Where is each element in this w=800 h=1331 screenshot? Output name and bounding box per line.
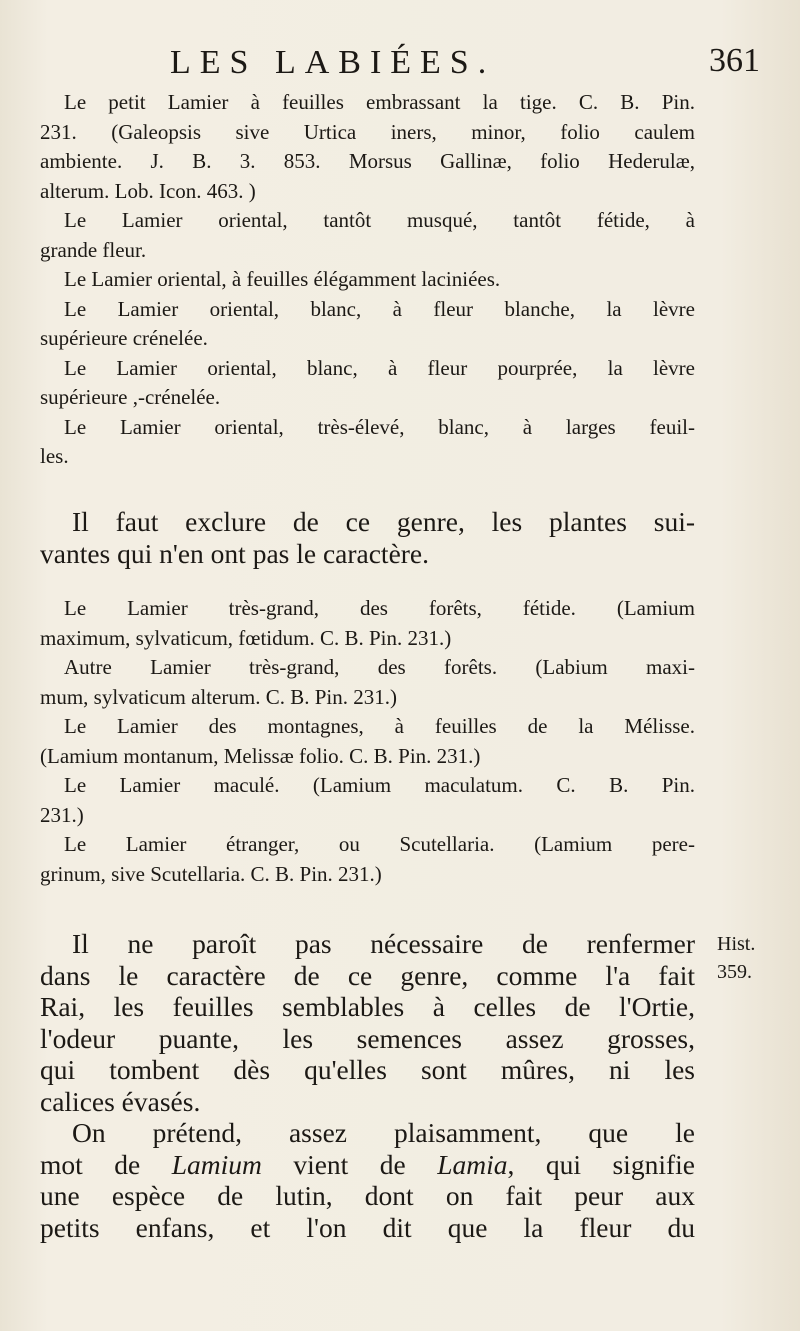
- text-line: mum, sylvaticum alterum. C. B. Pin. 231.): [40, 684, 397, 709]
- body-text: [40, 928, 695, 1243]
- text-line: Rai, les feuilles semblables à celles de l'Ortie,: [40, 991, 695, 1022]
- entry-petit-lamier: [40, 88, 695, 206]
- text-line: une espèce de lutin, dont on fait peur aux: [40, 1180, 695, 1211]
- text-line: grande fleur.: [40, 237, 147, 262]
- text-line: 231.): [40, 802, 84, 827]
- text-line: ambiente. J. B. 3. 853. Morsus Gallinæ, folio Hederulæ,: [40, 149, 695, 173]
- margin-note-line: 359.: [717, 961, 752, 983]
- entry-lamier-oriental-blanc: [40, 295, 695, 354]
- entry-lamier-oriental-lacinie: [40, 265, 695, 295]
- text-line: Le Lamier très-grand, des forêts, fétide. (Lamium: [64, 596, 695, 620]
- text-line: Le Lamier oriental, tantôt musqué, tantôt fétide, à: [64, 208, 695, 232]
- text-line: Il ne paroît pas nécessaire de renfermer: [72, 928, 695, 959]
- text-line: Autre Lamier très-grand, des forêts. (Labium maxi-: [64, 655, 695, 679]
- species-list-included: [40, 88, 695, 472]
- text-line: grinum, sive Scutellaria. C. B. Pin. 231.): [40, 861, 382, 886]
- margin-reference: [717, 930, 787, 986]
- text-line: 231. (Galeopsis sive Urtica iners, minor, folio caulem: [40, 119, 695, 144]
- text-line: Il faut exclure de ce genre, les plantes sui-: [72, 506, 695, 537]
- page-number: 361: [709, 42, 760, 79]
- text-line: l'odeur puante, les semences assez grosses,: [40, 1022, 695, 1054]
- text-line: calices évasés.: [40, 1085, 201, 1117]
- text-line: Le Lamier des montagnes, à feuilles de la Mélisse.: [64, 714, 695, 738]
- page-header: [0, 44, 800, 84]
- entry-autre-lamier: [40, 653, 695, 712]
- text-line: Le Lamier maculé. (Lamium maculatum. C. B. Pin.: [64, 773, 695, 797]
- text-line: Le Lamier oriental, à feuilles élégamment laciniées.: [64, 267, 501, 291]
- entry-lamier-oriental-pourpre: [40, 354, 695, 413]
- text-line: qui tombent dès qu'elles sont mûres, ni les: [40, 1054, 695, 1085]
- entry-lamier-macule: [40, 771, 695, 830]
- paragraph-lamium-etymology: [40, 1117, 695, 1243]
- text-line: supérieure ,-crénelée.: [40, 385, 221, 409]
- species-list-excluded: [40, 594, 695, 889]
- text-line: les.: [40, 444, 69, 468]
- entry-lamier-oriental-eleve: [40, 413, 695, 472]
- entry-lamier-etranger: [40, 830, 695, 889]
- text-line: (Lamium montanum, Melissæ folio. C. B. Pin. 231.): [40, 743, 481, 768]
- running-title: LES LABIÉES.: [170, 44, 496, 81]
- text-line: Le petit Lamier à feuilles embrassant la tige. C. B. Pin.: [64, 90, 695, 114]
- text-line: Le Lamier oriental, blanc, à fleur pourprée, la lèvre: [64, 355, 695, 380]
- text-line: Le Lamier oriental, blanc, à fleur blanche, la lèvre: [64, 296, 695, 321]
- text-line: On prétend, assez plaisamment, que le: [72, 1117, 695, 1148]
- text-line: supérieure crénelée.: [40, 326, 208, 350]
- paragraph-caractere: [40, 928, 695, 1117]
- entry-lamier-oriental-musque: [40, 206, 695, 265]
- entry-lamier-tres-grand: [40, 594, 695, 653]
- text-line: Le Lamier oriental, très-élevé, blanc, à larges feuil-: [64, 414, 695, 439]
- text-line: vantes qui n'en ont pas le caractère.: [40, 537, 430, 569]
- entry-lamier-montagnes: [40, 712, 695, 771]
- text-line: maximum, sylvaticum, fœtidum. C. B. Pin. 231.): [40, 625, 452, 650]
- text-line: petits enfans, et l'on dit que la fleur du: [40, 1211, 695, 1243]
- text-line: dans le caractère de ce genre, comme l'a fait: [40, 959, 695, 991]
- text-line: alterum. Lob. Icon. 463. ): [40, 178, 256, 203]
- text-line: Le Lamier étranger, ou Scutellaria. (Lamium pere-: [64, 832, 695, 856]
- margin-note-line: Hist.: [717, 933, 756, 955]
- exclusion-statement: [40, 506, 695, 569]
- text-line: mot de Lamium vient de Lamia, qui signifie: [40, 1148, 695, 1180]
